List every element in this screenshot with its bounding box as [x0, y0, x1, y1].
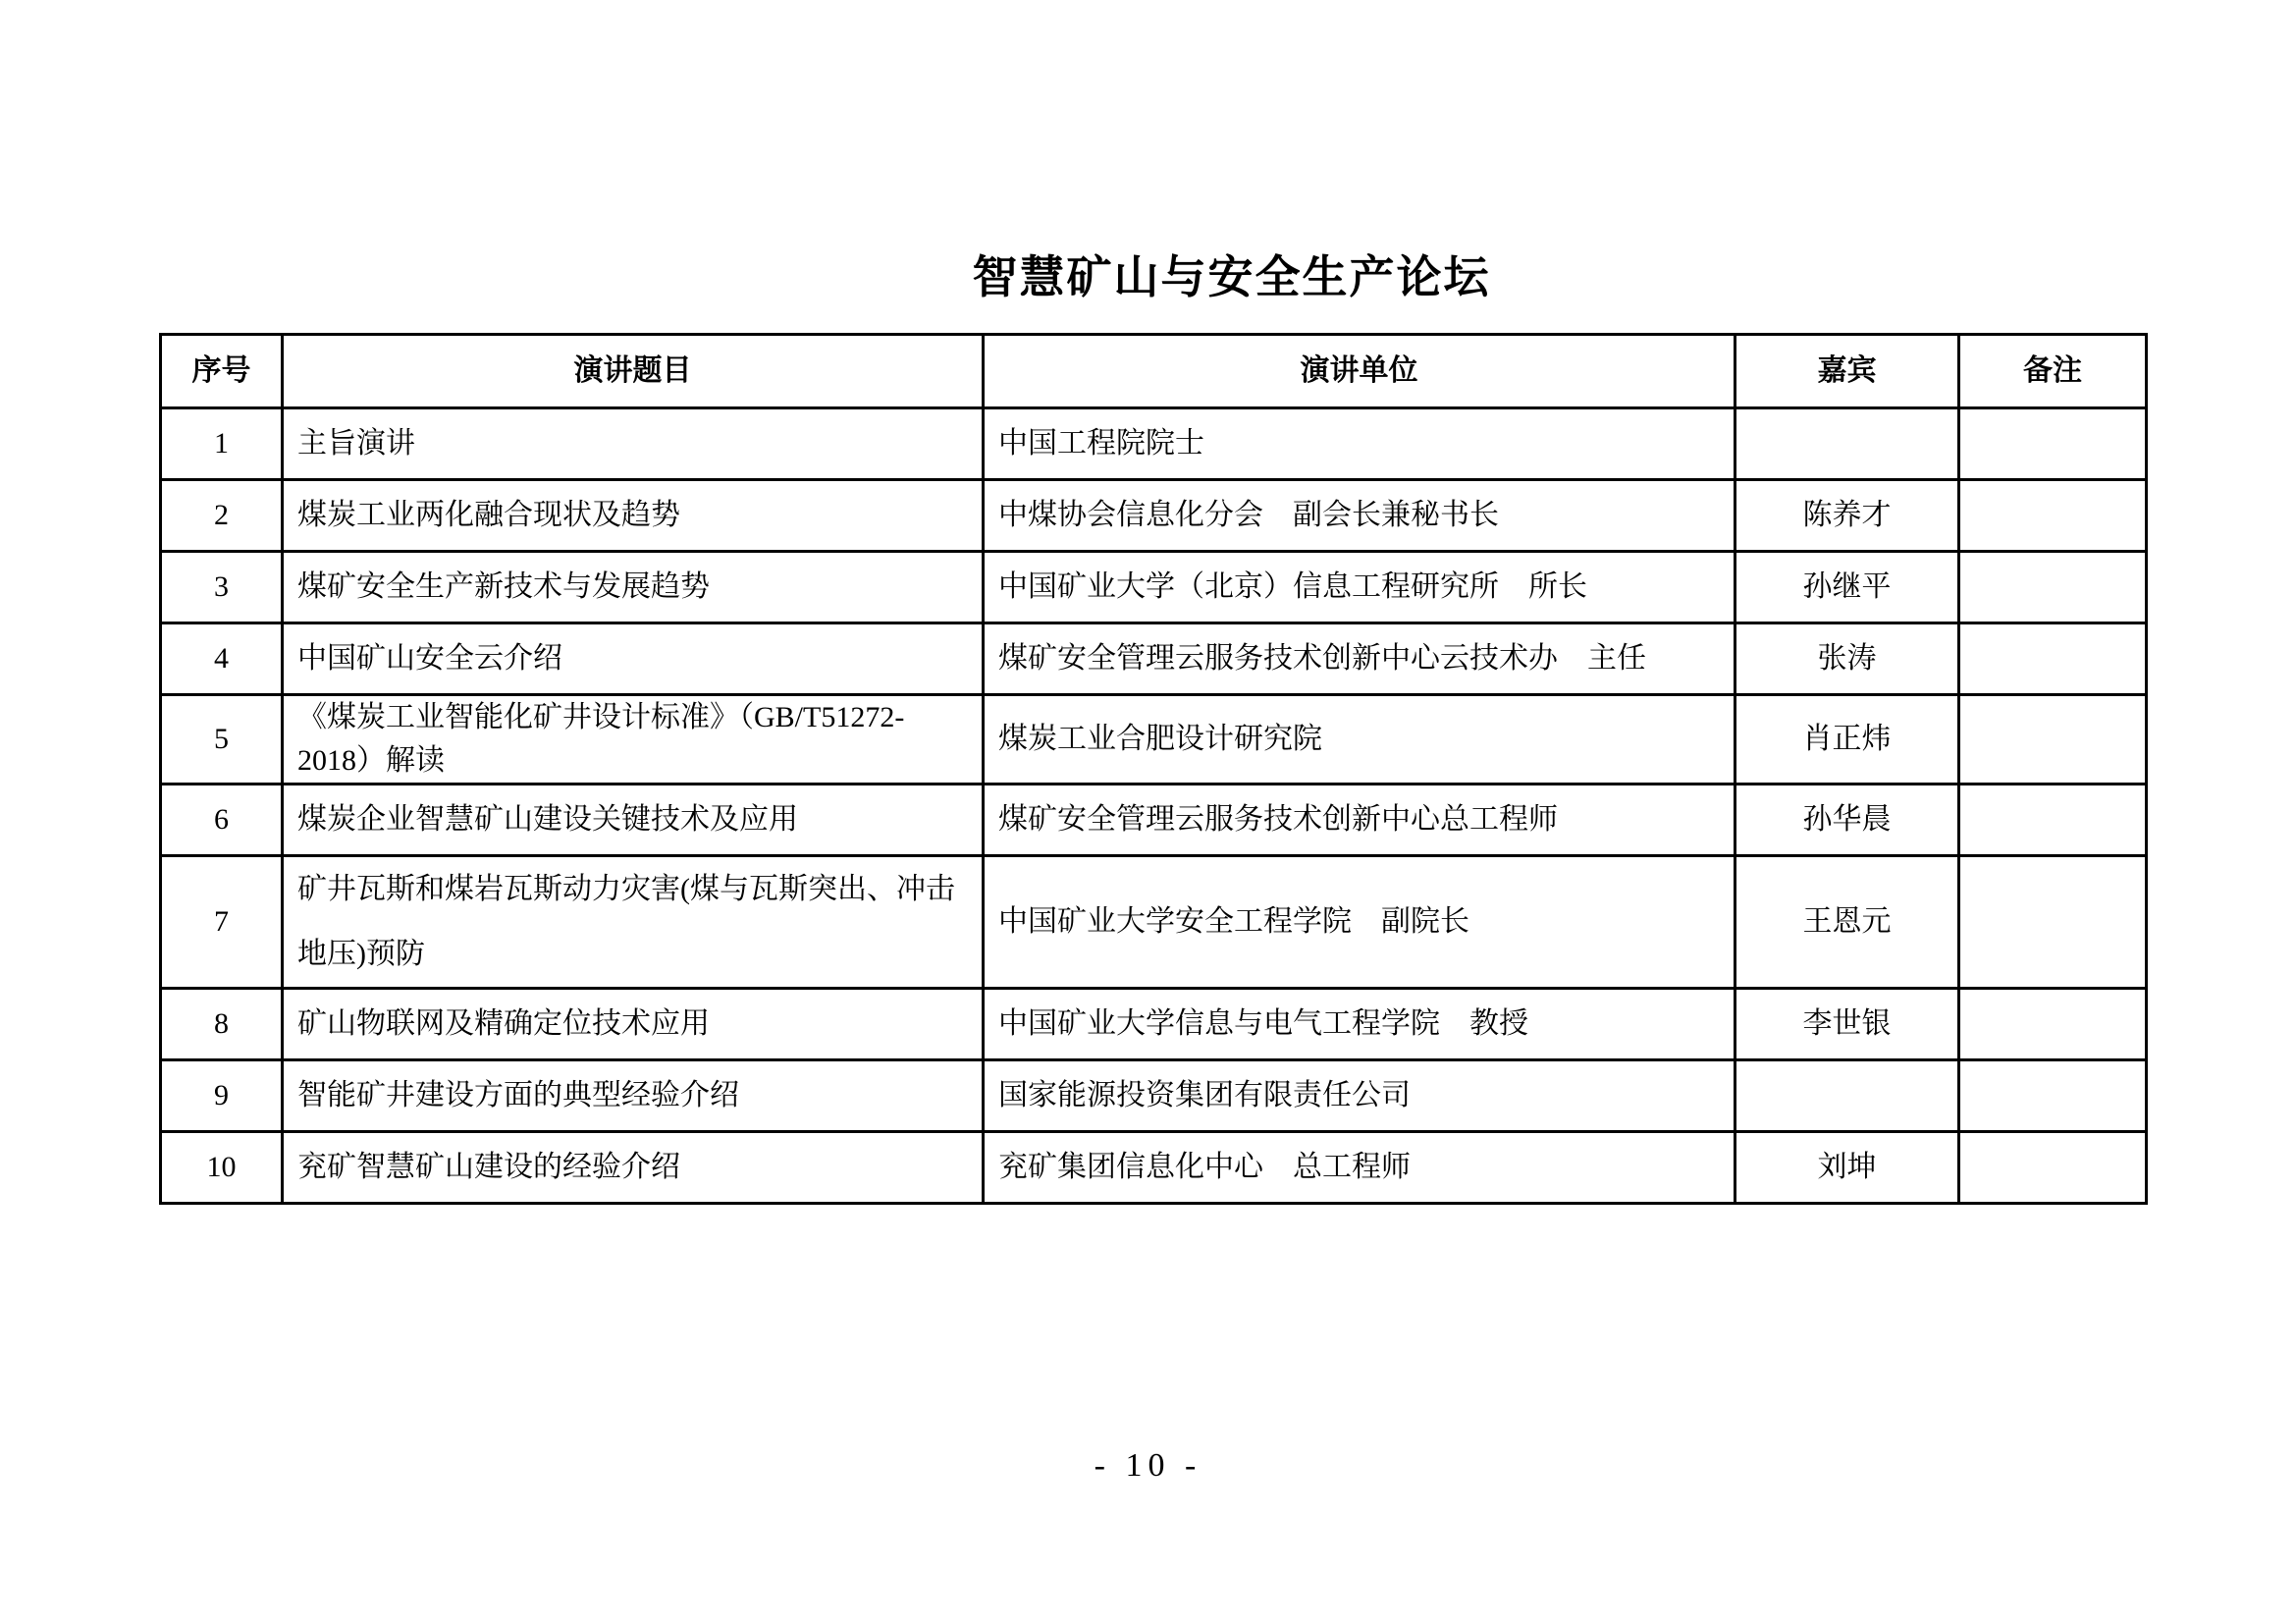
cell-org: 国家能源投资集团有限责任公司: [984, 1060, 1735, 1132]
cell-no: 10: [161, 1132, 283, 1204]
table-row: [161, 856, 2147, 989]
cell-no: 7: [161, 856, 283, 989]
cell-note: [1959, 623, 2147, 695]
cell-no: 5: [161, 695, 283, 785]
cell-org: 中国工程院院士: [984, 408, 1735, 480]
cell-note: [1959, 408, 2147, 480]
cell-topic: 中国矿山安全云介绍: [283, 623, 984, 695]
table-row: [161, 408, 2147, 480]
cell-guest: 孙华晨: [1735, 785, 1959, 856]
cell-topic: 矿井瓦斯和煤岩瓦斯动力灾害(煤与瓦斯突出、冲击地压)预防: [283, 856, 984, 989]
cell-topic: 煤炭工业两化融合现状及趋势: [283, 480, 984, 552]
header-no: 序号: [161, 335, 283, 408]
cell-note: [1959, 1060, 2147, 1132]
header-topic: 演讲题目: [283, 335, 984, 408]
cell-topic: 主旨演讲: [283, 408, 984, 480]
cell-org: 兖矿集团信息化中心 总工程师: [984, 1132, 1735, 1204]
cell-no: 3: [161, 552, 283, 623]
page-title: 智慧矿山与安全生产论坛: [972, 252, 1491, 302]
cell-guest: 肖正炜: [1735, 695, 1959, 785]
cell-topic: 煤矿安全生产新技术与发展趋势: [283, 552, 984, 623]
cell-note: [1959, 695, 2147, 785]
cell-note: [1959, 1132, 2147, 1204]
cell-topic: 《煤炭工业智能化矿井设计标准》（GB/T51272-2018）解读: [283, 695, 984, 785]
table-row: [161, 480, 2147, 552]
cell-guest: [1735, 408, 1959, 480]
cell-note: [1959, 856, 2147, 989]
table-row: [161, 989, 2147, 1060]
cell-topic: 智能矿井建设方面的典型经验介绍: [283, 1060, 984, 1132]
cell-org: 中国矿业大学（北京）信息工程研究所 所长: [984, 552, 1735, 623]
cell-topic: 矿山物联网及精确定位技术应用: [283, 989, 984, 1060]
cell-guest: 王恩元: [1735, 856, 1959, 989]
cell-topic: 煤炭企业智慧矿山建设关键技术及应用: [283, 785, 984, 856]
page-number: - 10 -: [1094, 1447, 1202, 1484]
cell-no: 1: [161, 408, 283, 480]
cell-org: 中国矿业大学信息与电气工程学院 教授: [984, 989, 1735, 1060]
table-row: [161, 695, 2147, 785]
cell-topic: 兖矿智慧矿山建设的经验介绍: [283, 1132, 984, 1204]
table-row: [161, 1132, 2147, 1204]
cell-org: 煤矿安全管理云服务技术创新中心云技术办 主任: [984, 623, 1735, 695]
cell-guest: 张涛: [1735, 623, 1959, 695]
cell-note: [1959, 989, 2147, 1060]
cell-org: 中国矿业大学安全工程学院 副院长: [984, 856, 1735, 989]
cell-org: 煤矿安全管理云服务技术创新中心总工程师: [984, 785, 1735, 856]
cell-guest: 李世银: [1735, 989, 1959, 1060]
cell-guest: [1735, 1060, 1959, 1132]
header-note: 备注: [1959, 335, 2147, 408]
table-row: [161, 552, 2147, 623]
cell-guest: 刘坤: [1735, 1132, 1959, 1204]
cell-org: 煤炭工业合肥设计研究院: [984, 695, 1735, 785]
cell-org: 中煤协会信息化分会 副会长兼秘书长: [984, 480, 1735, 552]
cell-guest: 陈养才: [1735, 480, 1959, 552]
table-row: [161, 623, 2147, 695]
cell-note: [1959, 785, 2147, 856]
header-org: 演讲单位: [984, 335, 1735, 408]
cell-no: 8: [161, 989, 283, 1060]
cell-note: [1959, 480, 2147, 552]
table-row: [161, 1060, 2147, 1132]
cell-note: [1959, 552, 2147, 623]
header-guest: 嘉宾: [1735, 335, 1959, 408]
cell-no: 2: [161, 480, 283, 552]
cell-no: 9: [161, 1060, 283, 1132]
table-header-row: [161, 335, 2147, 408]
cell-no: 6: [161, 785, 283, 856]
forum-agenda-table: [159, 333, 2148, 1205]
table-row: [161, 785, 2147, 856]
cell-no: 4: [161, 623, 283, 695]
cell-guest: 孙继平: [1735, 552, 1959, 623]
